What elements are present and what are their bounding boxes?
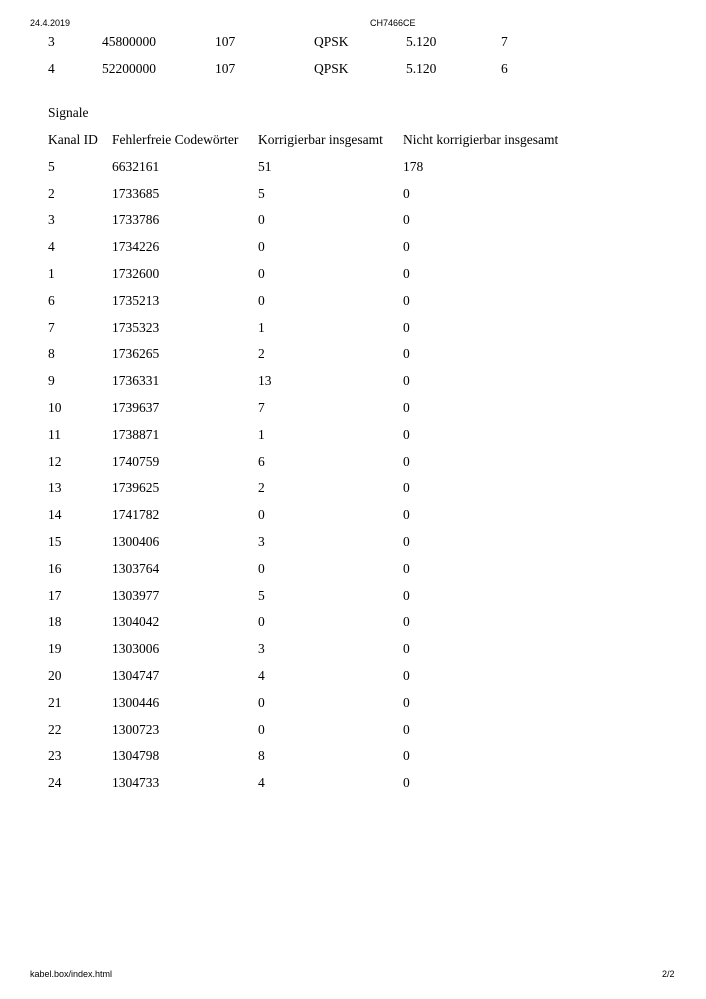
cell-nicht-korrigierbar: 0 <box>403 373 410 389</box>
signals-section-title: Signale <box>48 105 89 120</box>
footer-url: kabel.box/index.html <box>30 969 113 979</box>
cell-kanal-id: 23 <box>48 748 62 764</box>
cell-kanal-id: 6 <box>48 292 55 308</box>
cell-modulation: QPSK <box>314 61 349 76</box>
cell-korrigierbar: 7 <box>258 399 265 415</box>
cell-korrigierbar: 5 <box>258 587 265 603</box>
print-date: 24.4.2019 <box>30 18 71 28</box>
cell-kanal-id: 10 <box>48 399 62 415</box>
cell-kanal-id: 3 <box>48 212 55 228</box>
cell-kanal-id: 17 <box>48 587 62 603</box>
cell-kanal-id: 9 <box>48 373 55 389</box>
cell-kanal-id: 14 <box>48 507 62 523</box>
cell-kanal-id: 22 <box>48 721 62 737</box>
cell-power: 107 <box>215 34 236 49</box>
cell-korrigierbar: 4 <box>258 775 265 791</box>
cell-korrigierbar: 13 <box>258 373 272 389</box>
cell-korrigierbar: 6 <box>258 453 265 469</box>
cell-korrigierbar: 0 <box>258 265 265 281</box>
cell-nicht-korrigierbar: 178 <box>403 158 424 174</box>
cell-fehlerfreie-codewoerter: 1300446 <box>112 694 160 710</box>
cell-fehlerfreie-codewoerter: 1303977 <box>112 587 160 603</box>
cell-nicht-korrigierbar: 0 <box>403 748 410 764</box>
cell-kanal-id: 7 <box>48 319 55 335</box>
cell-modulation: QPSK <box>314 34 349 49</box>
cell-kanal-id: 19 <box>48 641 62 657</box>
cell-nicht-korrigierbar: 0 <box>403 265 410 281</box>
cell-korrigierbar: 5 <box>258 185 265 201</box>
cell-nicht-korrigierbar: 0 <box>403 185 410 201</box>
cell-korrigierbar: 0 <box>258 239 265 255</box>
cell-nicht-korrigierbar: 0 <box>403 292 410 308</box>
cell-fehlerfreie-codewoerter: 1735323 <box>112 319 160 335</box>
cell-fehlerfreie-codewoerter: 1733685 <box>112 185 160 201</box>
cell-nicht-korrigierbar: 0 <box>403 212 410 228</box>
cell-fehlerfreie-codewoerter: 1739625 <box>112 480 160 496</box>
cell-kanal-id: 16 <box>48 560 62 576</box>
cell-nicht-korrigierbar: 0 <box>403 507 410 523</box>
cell-fehlerfreie-codewoerter: 1304042 <box>112 614 160 630</box>
cell-fehlerfreie-codewoerter: 1303764 <box>112 560 160 576</box>
page-title: CH7466CE <box>370 18 416 28</box>
column-header-nicht-korrigierbar: Nicht korrigierbar insgesamt <box>403 132 559 147</box>
cell-nicht-korrigierbar: 0 <box>403 480 410 496</box>
cell-fehlerfreie-codewoerter: 1739637 <box>112 399 160 415</box>
cell-korrigierbar: 0 <box>258 694 265 710</box>
cell-nicht-korrigierbar: 0 <box>403 775 410 791</box>
cell-nicht-korrigierbar: 0 <box>403 587 410 603</box>
cell-nicht-korrigierbar: 0 <box>403 533 410 549</box>
cell-korrigierbar: 0 <box>258 560 265 576</box>
cell-nicht-korrigierbar: 0 <box>403 694 410 710</box>
cell-nicht-korrigierbar: 0 <box>403 721 410 737</box>
cell-fehlerfreie-codewoerter: 1738871 <box>112 426 160 442</box>
column-header-korrigierbar: Korrigierbar insgesamt <box>258 132 383 147</box>
cell-symbol-rate: 5.120 <box>406 61 437 76</box>
cell-nicht-korrigierbar: 0 <box>403 319 410 335</box>
cell-kanal-id: 15 <box>48 533 62 549</box>
cell-channel-id: 3 <box>48 34 55 49</box>
cell-fehlerfreie-codewoerter: 1732600 <box>112 265 160 281</box>
cell-nicht-korrigierbar: 0 <box>403 346 410 362</box>
cell-nicht-korrigierbar: 0 <box>403 239 410 255</box>
cell-korrigierbar: 3 <box>258 533 265 549</box>
cell-fehlerfreie-codewoerter: 1304747 <box>112 667 160 683</box>
cell-nicht-korrigierbar: 0 <box>403 641 410 657</box>
column-header-fehlerfreie-codewoerter: Fehlerfreie Codewörter <box>112 132 239 147</box>
cell-korrigierbar: 51 <box>258 158 272 174</box>
cell-value: 7 <box>501 34 508 49</box>
cell-kanal-id: 18 <box>48 614 62 630</box>
cell-kanal-id: 2 <box>48 185 55 201</box>
cell-frequency: 45800000 <box>102 34 156 49</box>
cell-korrigierbar: 8 <box>258 748 265 764</box>
cell-korrigierbar: 0 <box>258 212 265 228</box>
cell-kanal-id: 20 <box>48 667 62 683</box>
cell-nicht-korrigierbar: 0 <box>403 667 410 683</box>
cell-nicht-korrigierbar: 0 <box>403 399 410 415</box>
cell-korrigierbar: 0 <box>258 292 265 308</box>
column-header-kanal-id: Kanal ID <box>48 132 98 147</box>
cell-fehlerfreie-codewoerter: 1736331 <box>112 373 160 389</box>
cell-kanal-id: 24 <box>48 775 62 791</box>
cell-fehlerfreie-codewoerter: 1740759 <box>112 453 160 469</box>
cell-korrigierbar: 2 <box>258 480 265 496</box>
cell-fehlerfreie-codewoerter: 1741782 <box>112 507 160 523</box>
cell-korrigierbar: 3 <box>258 641 265 657</box>
cell-korrigierbar: 0 <box>258 507 265 523</box>
cell-value: 6 <box>501 61 508 76</box>
cell-nicht-korrigierbar: 0 <box>403 560 410 576</box>
cell-fehlerfreie-codewoerter: 1736265 <box>112 346 160 362</box>
cell-frequency: 52200000 <box>102 61 156 76</box>
cell-kanal-id: 21 <box>48 694 62 710</box>
cell-kanal-id: 5 <box>48 158 55 174</box>
cell-nicht-korrigierbar: 0 <box>403 453 410 469</box>
cell-korrigierbar: 0 <box>258 721 265 737</box>
cell-korrigierbar: 1 <box>258 426 265 442</box>
cell-channel-id: 4 <box>48 61 55 76</box>
cell-kanal-id: 12 <box>48 453 62 469</box>
cell-fehlerfreie-codewoerter: 1304733 <box>112 775 160 791</box>
cell-korrigierbar: 4 <box>258 667 265 683</box>
cell-nicht-korrigierbar: 0 <box>403 426 410 442</box>
cell-fehlerfreie-codewoerter: 6632161 <box>112 158 160 174</box>
cell-kanal-id: 11 <box>48 426 61 442</box>
cell-kanal-id: 8 <box>48 346 55 362</box>
cell-fehlerfreie-codewoerter: 1735213 <box>112 292 160 308</box>
cell-kanal-id: 13 <box>48 480 62 496</box>
cell-power: 107 <box>215 61 236 76</box>
cell-fehlerfreie-codewoerter: 1734226 <box>112 239 160 255</box>
cell-kanal-id: 4 <box>48 239 55 255</box>
page-number: 2/2 <box>662 969 675 979</box>
cell-fehlerfreie-codewoerter: 1300723 <box>112 721 160 737</box>
cell-fehlerfreie-codewoerter: 1300406 <box>112 533 160 549</box>
cell-korrigierbar: 0 <box>258 614 265 630</box>
cell-korrigierbar: 2 <box>258 346 265 362</box>
cell-fehlerfreie-codewoerter: 1304798 <box>112 748 160 764</box>
cell-fehlerfreie-codewoerter: 1733786 <box>112 212 160 228</box>
cell-kanal-id: 1 <box>48 265 55 281</box>
cell-nicht-korrigierbar: 0 <box>403 614 410 630</box>
cell-symbol-rate: 5.120 <box>406 34 437 49</box>
cell-fehlerfreie-codewoerter: 1303006 <box>112 641 160 657</box>
cell-korrigierbar: 1 <box>258 319 265 335</box>
